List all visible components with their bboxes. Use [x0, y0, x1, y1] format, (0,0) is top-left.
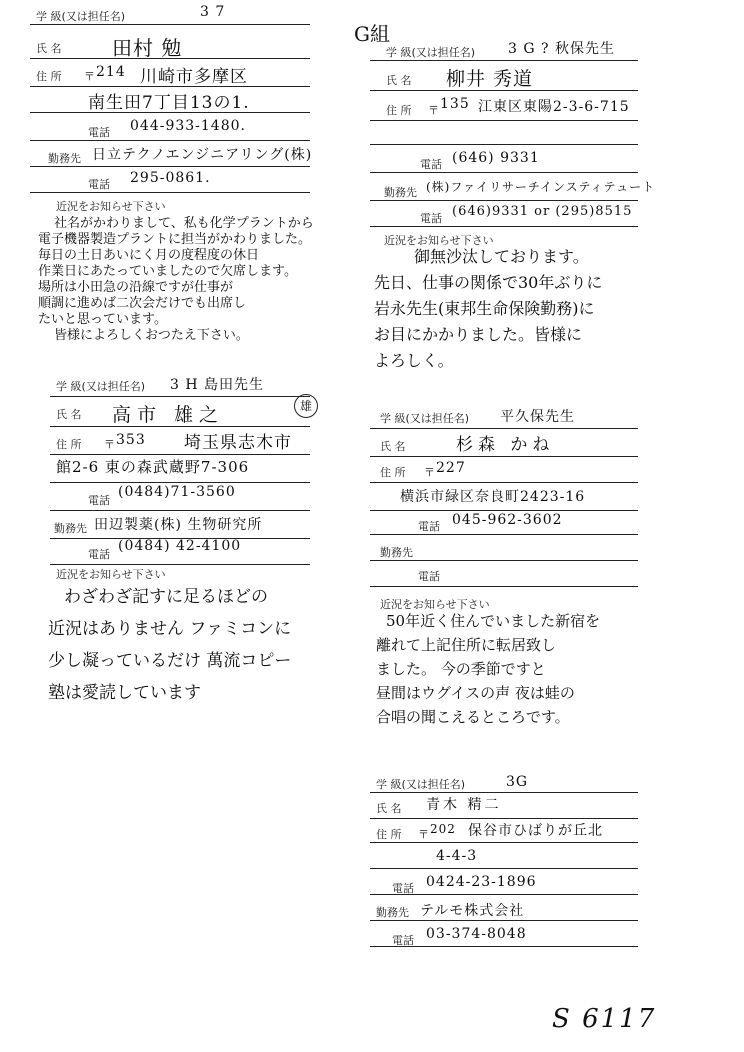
address-line-1: 横浜市緑区奈良町2423-16	[400, 489, 586, 505]
form-code: S 6117	[552, 1004, 657, 1034]
news-line: 電子機器製造プラントに担当がかわりました。	[38, 232, 312, 247]
work-phone-label: 電話	[418, 570, 440, 583]
postal-code: 353	[116, 432, 146, 448]
address-row-2	[370, 120, 638, 145]
address-line-1: 埼玉県志木市	[184, 433, 292, 453]
phone-value: (0484)71-3560	[118, 484, 236, 500]
news-line: お目にかかりました。皆様に	[374, 325, 583, 344]
phone-label: 電話	[420, 158, 442, 171]
entry-card-4	[360, 400, 740, 740]
group-tag: G組	[354, 22, 390, 46]
work-label: 勤務先	[54, 522, 87, 535]
address-label: 住 所	[56, 438, 82, 451]
news-line: 御無沙汰しております。	[414, 247, 589, 266]
news-line: 昼間はウグイスの声 夜は蛙の	[376, 684, 575, 702]
class-label: 学 級(又は担任名)	[376, 778, 466, 791]
news-line: 皆様によろしくおつたえ下さい。	[54, 328, 249, 343]
phone-label: 電話	[418, 520, 440, 533]
name-value: 高市 雄之	[112, 404, 225, 426]
personal-seal: 雄	[294, 394, 318, 418]
news-line: 塾は愛読しています	[48, 683, 201, 703]
work-value: 田辺製薬(株) 生物研究所	[94, 517, 263, 533]
class-value: 3 7	[200, 4, 226, 20]
name-value: 杉森 かね	[456, 435, 555, 455]
news-line: 離れて上記住所に転居致し	[376, 636, 557, 654]
address-line-1: 保谷市ひばりが丘北	[468, 823, 603, 839]
phone-label: 電話	[392, 882, 414, 895]
work-phone-value: 03-374-8048	[426, 926, 527, 942]
news-line: 順調に進めば二次会だけでも出席し	[38, 296, 247, 311]
news-line: 作業日にあたっていましたので欠席します。	[38, 264, 297, 279]
address-line-1: 江東区東陽2-3-6-715	[478, 99, 630, 115]
postal-code: 214	[96, 64, 126, 80]
address-line-2: 南生田7丁目13の1.	[88, 93, 250, 113]
news-line: 毎日の土日あいにく月の度程度の休日	[38, 248, 260, 263]
work-phone-label: 電話	[88, 178, 110, 191]
phone-label: 電話	[88, 494, 110, 507]
work-phone-value: (646)9331 or (295)8515	[452, 204, 633, 219]
news-line: よろしく。	[374, 351, 454, 370]
work-value: 日立テクノエンジニアリング(株)	[92, 147, 313, 163]
postal-code: 202	[430, 822, 456, 836]
postal-code: 227	[436, 460, 466, 476]
address-label: 住 所	[376, 828, 402, 841]
work-phone-row	[370, 560, 638, 587]
phone-value: (646) 9331	[452, 150, 540, 166]
work-phone-label: 電話	[392, 934, 414, 947]
address-line-1: 川崎市多摩区	[140, 67, 248, 87]
entry-card-5	[360, 770, 740, 960]
class-label: 学 級(又は担任名)	[380, 412, 470, 425]
address-row-2	[370, 842, 638, 869]
phone-value: 045-962-3602	[452, 512, 563, 528]
name-label: 氏 名	[36, 42, 62, 55]
class-label: 学 級(又は担任名)	[386, 46, 476, 59]
work-label: 勤務先	[380, 546, 413, 559]
work-value: (株)ファイリサーチインスティテュート	[426, 180, 656, 194]
news-label: 近況をお知らせ下さい	[384, 234, 494, 247]
postal-mark: 〒	[424, 466, 435, 479]
news-line: 岩永先生(東邦生命保険勤務)に	[374, 299, 595, 318]
postal-code: 135	[440, 96, 470, 112]
class-value: 3 G ? 秋保先生	[508, 41, 615, 57]
work-phone-value: (0484) 42-4100	[118, 538, 242, 554]
work-phone-label: 電話	[88, 548, 110, 561]
news-line: 少し凝っているだけ 萬流コピー	[48, 651, 292, 671]
address-line-2: 4-4-3	[436, 848, 478, 864]
news-line: 先日、仕事の関係で30年ぶりに	[374, 273, 603, 292]
news-line: 場所は小田急の沿線ですが仕事が	[38, 280, 234, 295]
work-label: 勤務先	[384, 186, 417, 199]
news-line: 合唱の聞こえるところです。	[376, 708, 570, 726]
name-label: 氏 名	[376, 802, 402, 815]
class-label: 学 級(又は担任名)	[36, 10, 126, 23]
work-phone-value: 295-0861.	[130, 170, 211, 186]
name-value: 青木 精二	[426, 797, 502, 813]
address-line-2: 館2-6 東の森武蔵野7-306	[56, 458, 250, 476]
address-label: 住 所	[380, 466, 406, 479]
address-row-1	[370, 456, 638, 483]
news-label: 近況をお知らせ下さい	[56, 568, 166, 581]
work-label: 勤務先	[48, 152, 81, 165]
postal-mark: 〒	[418, 828, 429, 841]
news-label: 近況をお知らせ下さい	[380, 598, 490, 611]
news-line: たいと思っています。	[38, 312, 167, 327]
postal-mark: 〒	[428, 104, 439, 117]
news-line: 50年近く住んでいました新宿を	[386, 612, 601, 630]
work-label: 勤務先	[376, 906, 409, 919]
name-label: 氏 名	[56, 408, 82, 421]
name-row	[370, 792, 638, 819]
name-value: 柳井 秀道	[446, 68, 534, 90]
class-value: 3G	[506, 774, 529, 790]
class-value: 3 H 島田先生	[170, 377, 265, 393]
news-line: 社名がかわりまして、私も化学プラントから	[54, 216, 314, 231]
work-value: テルモ株式会社	[420, 903, 525, 919]
phone-label: 電話	[88, 126, 110, 139]
name-label: 氏 名	[380, 440, 406, 453]
entry-card-2	[0, 370, 340, 720]
postal-mark: 〒	[104, 438, 115, 451]
address-label: 住 所	[386, 104, 412, 117]
postal-mark: 〒	[84, 70, 95, 83]
entry-card-3	[360, 32, 740, 392]
work-phone-label: 電話	[420, 212, 442, 225]
phone-value: 0424-23-1896	[426, 874, 537, 890]
news-line: わざわざ記すに足るほどの	[64, 587, 268, 607]
news-label: 近況をお知らせ下さい	[56, 200, 166, 213]
name-value: 田村 勉	[112, 36, 183, 60]
name-label: 氏 名	[386, 74, 412, 87]
news-line: 近況はありません ファミコンに	[48, 619, 292, 639]
class-value: 平久保先生	[500, 409, 575, 425]
news-line: ました。 今の季節ですと	[376, 660, 546, 678]
phone-value: 044-933-1480.	[130, 118, 246, 134]
entry-card-1	[0, 0, 330, 343]
class-label: 学 級(又は担任名)	[56, 380, 146, 393]
address-label: 住 所	[36, 70, 62, 83]
